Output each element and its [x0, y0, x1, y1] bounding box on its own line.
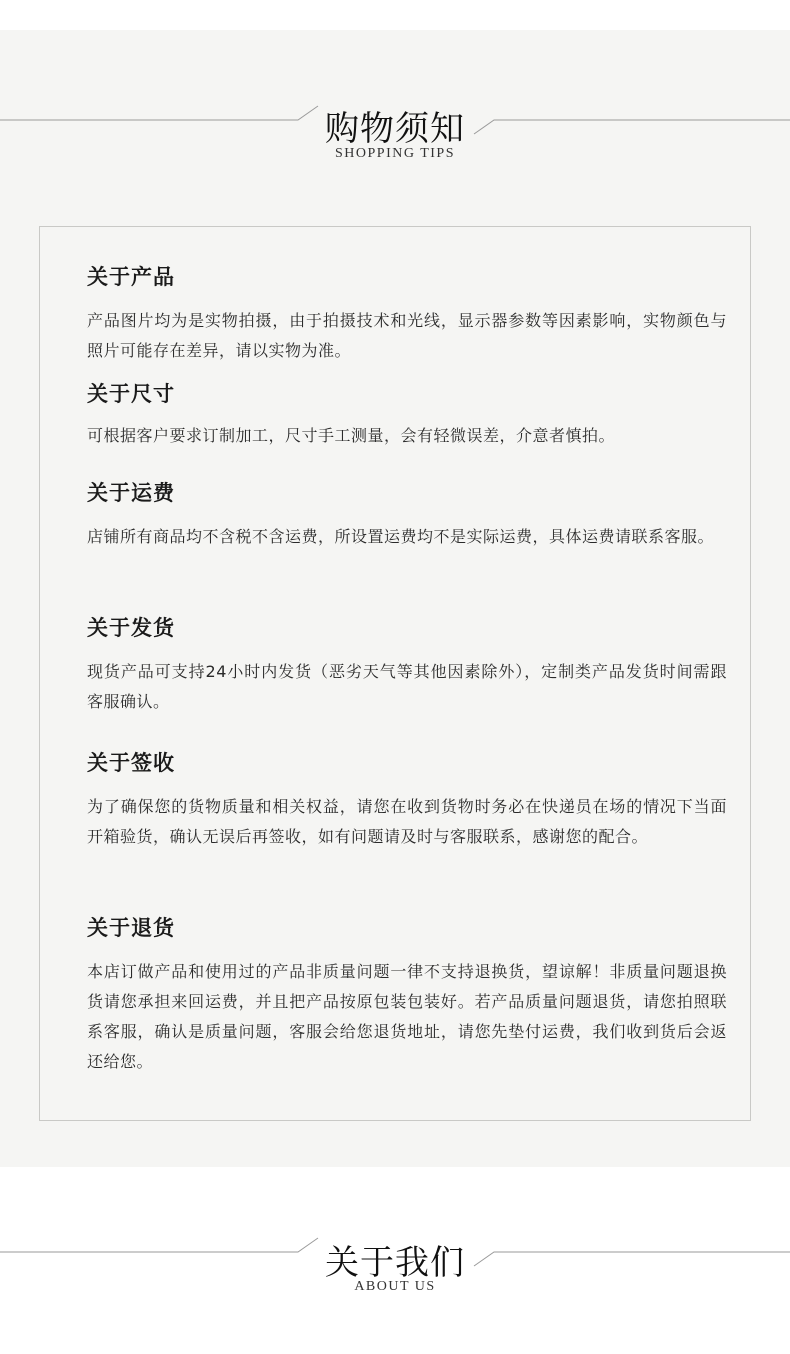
- tips-card: [39, 226, 751, 1121]
- tip-heading: 关于运费: [87, 481, 175, 505]
- section-title: 购物须知: [325, 109, 465, 149]
- tip-heading: 关于退货: [87, 916, 175, 940]
- shopping-tips-section: [0, 30, 790, 1167]
- tip-returns: [87, 913, 727, 1077]
- tip-text: 可根据客户要求订制加工，尺寸手工测量，会有轻微误差，介意者慎拍。: [87, 426, 616, 445]
- tip-text: 现货产品可支持24小时内发货（恶劣天气等其他因素除外），定制类产品发货时间需跟客服确认。: [87, 662, 727, 711]
- section-subtitle: SHOPPING TIPS: [335, 146, 455, 161]
- tip-text: 为了确保您的货物质量和相关权益，请您在收到货物时务必在快递员在场的情况下当面开箱验货，确认无误后再签收，如有问题请及时与客服联系，感谢您的配合。: [87, 797, 727, 846]
- tip-text: 产品图片均为是实物拍摄，由于拍摄技术和光线，显示器参数等因素影响，实物颜色与照片可能存在差异，请以实物为准。: [87, 311, 727, 360]
- tip-text: 店铺所有商品均不含税不含运费，所设置运费均不是实际运费，具体运费请联系客服。: [87, 527, 715, 546]
- section-subtitle: ABOUT US: [354, 1279, 436, 1294]
- tip-receipt: [87, 748, 727, 852]
- tip-heading: 关于发货: [87, 616, 175, 640]
- tip-shipping-fee: [87, 478, 727, 552]
- tip-heading: 关于签收: [87, 751, 175, 775]
- shopping-tips-heading: [0, 100, 790, 190]
- tip-text: 本店订做产品和使用过的产品非质量问题一律不支持退换货，望谅解！非质量问题退换货请您承担来回运费，并且把产品按原包装包装好。若产品质量问题退货，请您拍照联系客服，确认是质量问题，客服会给您退货地址，请您先垫付运费，我们收到货后会返还给您。: [87, 962, 727, 1071]
- section-title: 关于我们: [325, 1243, 465, 1283]
- about-us-heading: [0, 1232, 790, 1322]
- tip-heading: 关于尺寸: [87, 382, 175, 406]
- tip-heading: 关于产品: [87, 265, 175, 289]
- tip-product: [87, 262, 727, 366]
- tip-size: [87, 379, 727, 451]
- tip-delivery: [87, 613, 727, 717]
